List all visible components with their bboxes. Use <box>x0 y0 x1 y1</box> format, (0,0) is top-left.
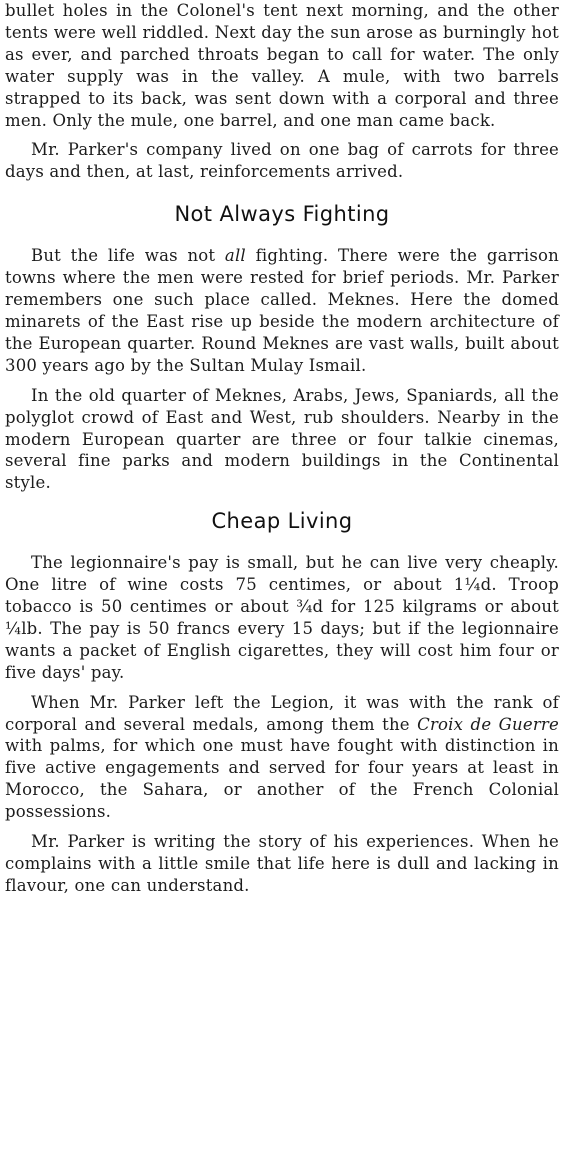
heading-cheap-living: Cheap Living <box>211 509 353 534</box>
paragraph-pay: The legionnaire's pay is small, but he can live very cheaply. One litre of wine costs 75 centimes, or about 1¼d. Troop tobacco is 50 centimes or about ¾d for 125 kilgrams or about ¼lb. The pay is 50 francs every 15 days; but if the legionnaire wants a packet of English cigarettes, they will cost him four or five days' pay. <box>5 553 559 682</box>
paragraph-old-quarter: In the old quarter of Meknes, Arabs, Jews, Spaniards, all the polyglot crowd of East and West, rub shoulders. Nearby in the modern European quarter are three or four talkie cinemas, several fine parks and modern buildings in the Continental style. <box>5 385 559 493</box>
emphasis-croix-de-guerre: Croix de Guerre <box>417 714 559 734</box>
paragraph-carrots: Mr. Parker's company lived on one bag of carrots for three days and then, at last, reinforcements arrived. <box>5 140 559 182</box>
paragraph-garrison-text-end: fighting. There were the garrison towns where the men were rested for brief periods. Mr. Parker remembers one such place called. Meknes. Here the domed minarets of the East rise up beside the modern architecture of the European quarter. Round Meknes are vast walls, built about 300 years ago by the Sultan Mulay Ismail. <box>5 246 559 375</box>
paragraph-medals-text-start: When Mr. Parker left the Legion, it was with the rank of corporal and several medals, among them the <box>5 692 559 734</box>
paragraph-garrison-towns <box>5 245 559 376</box>
paragraph-mule: bullet holes in the Colonel's tent next morning, and the other tents were well riddled. Next day the sun arose as burningly hot as ever, and parched throats began to call for water. The only water supply was in the valley. A mule, with two barrels strapped to its back, was sent down with a corporal and three men. Only the mule, one barrel, and one man came back. <box>5 1 559 130</box>
paragraph-medals-text-end: with palms, for which one must have fought with distinction in five active engagements and served for four years at least in Morocco, the Sahara, or another of the French Colonial possessions. <box>5 736 559 822</box>
emphasis-all: all <box>224 246 246 266</box>
paragraph-medals <box>5 692 559 823</box>
article-page <box>5 0 559 897</box>
heading-not-always-fighting: Not Always Fighting <box>174 202 390 227</box>
paragraph-garrison-text-start: But the life was not <box>31 246 225 266</box>
paragraph-experiences: Mr. Parker is writing the story of his experiences. When he complains with a little smile that life here is dull and lacking in flavour, one can understand. <box>5 832 559 895</box>
